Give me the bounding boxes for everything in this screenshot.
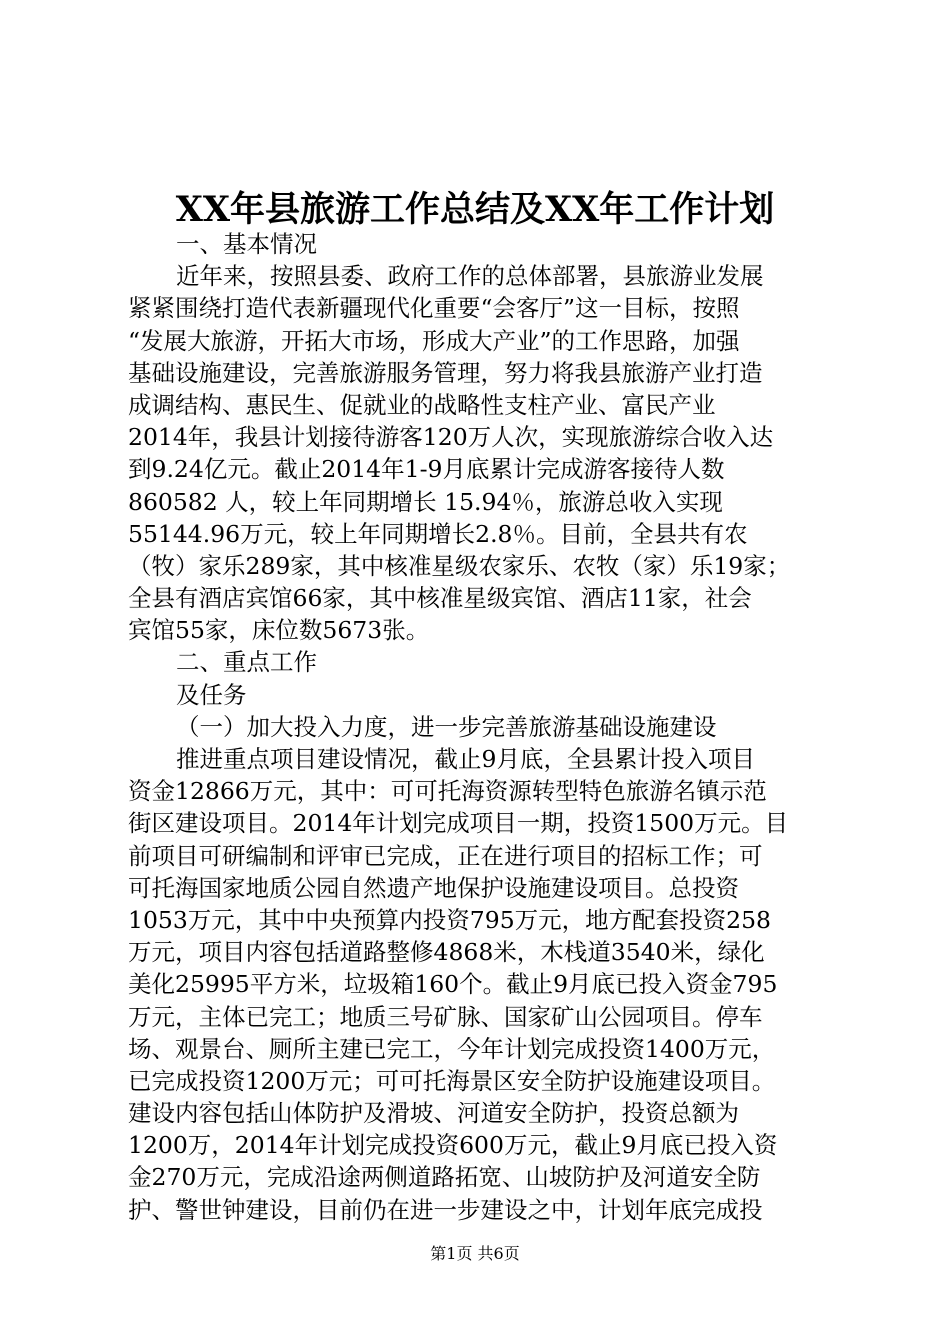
body-line: 万元，项目内容包括道路整修4868米，木栈道3540米，绿化: [128, 938, 765, 967]
body-line: 全县有酒店宾馆66家，其中核准星级宾馆、酒店11家，社会: [128, 584, 752, 613]
document-title: XX年县旅游工作总结及XX年工作计划: [175, 189, 775, 230]
document-body: [128, 228, 833, 1226]
body-line: 街区建设项目。2014年计划完成项目一期，投资1500万元。目: [128, 809, 789, 838]
body-line: 到9.24亿元。截止2014年1-9月底累计完成游客接待人数: [128, 455, 725, 484]
body-line: 万元，主体已完工；地质三号矿脉、国家矿山公园项目。停车: [128, 1002, 763, 1031]
body-line: 1200万，2014年计划完成投资600万元，截止9月底已投入资: [128, 1131, 778, 1160]
body-line: 及任务: [176, 680, 247, 709]
body-line: 成调结构、惠民生、促就业的战略性支柱产业、富民产业: [128, 390, 716, 419]
body-line: “发展大旅游，开拓大市场，形成大产业”的工作思路，加强: [128, 326, 740, 355]
body-line: 2014年，我县计划接待游客120万人次，实现旅游综合收入达: [128, 423, 774, 452]
body-line: （牧）家乐289家，其中核准星级农家乐、农牧（家）乐19家；: [128, 551, 791, 580]
body-line: 已完成投资1200万元；可可托海景区安全防护设施建设项目。: [128, 1066, 776, 1095]
body-line: 紧紧围绕打造代表新疆现代化重要“会客厅”这一目标，按照: [128, 294, 740, 323]
body-line: 美化25995平方米，垃圾箱160个。截止9月底已投入资金795: [128, 970, 778, 999]
body-line: 推进重点项目建设情况，截止9月底，全县累计投入项目: [176, 745, 755, 773]
body-line: 宾馆55家，床位数5673张。: [128, 616, 430, 645]
body-line: 一、基本情况: [176, 230, 317, 258]
body-line: （一）加大投入力度，进一步完善旅游基础设施建设: [176, 712, 717, 741]
body-line: 860582 人，较上年同期增长 15.94％，旅游总收入实现: [128, 487, 723, 516]
body-line: 55144.96万元，较上年同期增长2.8％。目前，全县共有农: [128, 519, 748, 548]
body-line: 基础设施建设，完善旅游服务管理，努力将我县旅游产业打造: [128, 358, 763, 387]
body-line: 1053万元，其中中央预算内投资795万元，地方配套投资258: [128, 905, 772, 934]
body-line: 二、重点工作: [176, 648, 317, 677]
body-line: 近年来，按照县委、政府工作的总体部署，县旅游业发展: [176, 262, 764, 291]
page-footer: 第1页 共6页: [430, 1244, 520, 1263]
body-line: 前项目可研编制和评审已完成，正在进行项目的招标工作；可: [128, 841, 763, 870]
body-line: 资金12866万元，其中：可可托海资源转型特色旅游名镇示范: [128, 777, 767, 806]
body-line: 建设内容包括山体防护及滑坡、河道安全防护，投资总额为: [128, 1099, 739, 1128]
body-line: 护、警世钟建设，目前仍在进一步建设之中，计划年底完成投: [128, 1195, 763, 1224]
body-line: 可托海国家地质公园自然遗产地保护设施建设项目。总投资: [128, 873, 739, 902]
body-line: 场、观景台、厕所主建已完工，今年计划完成投资1400万元，: [128, 1034, 776, 1063]
body-line: 金270万元，完成沿途两侧道路拓宽、山坡防护及河道安全防: [128, 1163, 761, 1192]
